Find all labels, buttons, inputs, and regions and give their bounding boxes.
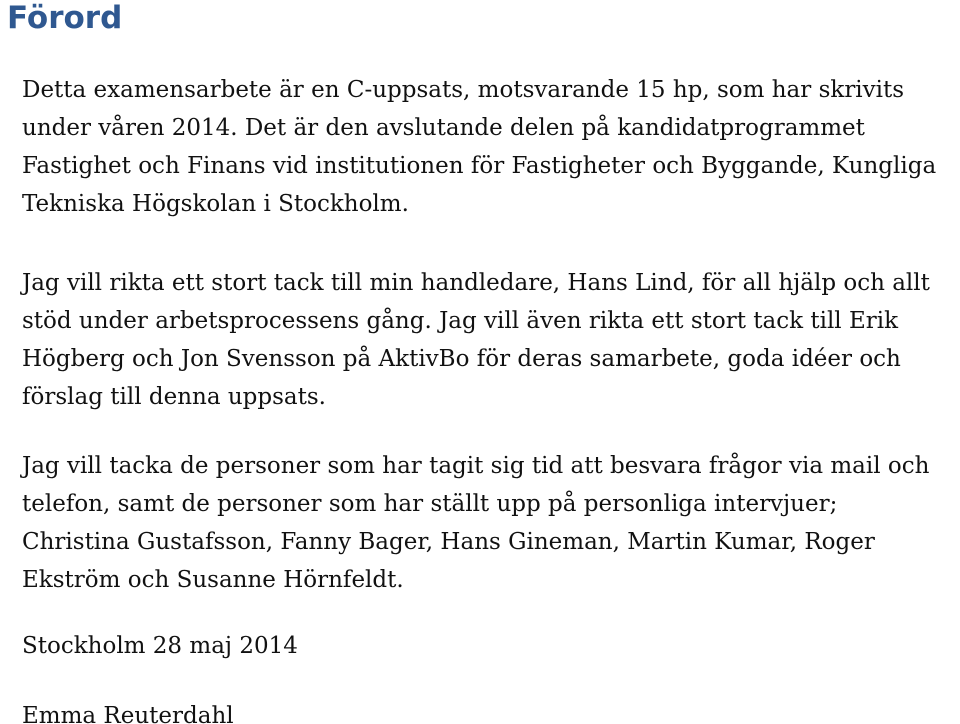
paragraph-thanks-supervisor bbox=[22, 264, 930, 416]
text-line: Ekström och Susanne Hörnfeldt. bbox=[22, 567, 404, 593]
text-line: stöd under arbetsprocessens gång. Jag vill även rikta ett stort tack till Erik bbox=[22, 308, 899, 334]
text-line: förslag till denna uppsats. bbox=[22, 384, 326, 410]
signature bbox=[22, 697, 234, 724]
text-line: Detta examensarbete är en C-uppsats, motsvarande 15 hp, som har skrivits bbox=[22, 77, 905, 103]
text-line: Tekniska Högskolan i Stockholm. bbox=[22, 191, 409, 217]
text-line: Högberg och Jon Svensson på AktivBo för deras samarbete, goda idéer och bbox=[22, 346, 901, 372]
paragraph-thanks-interviewees bbox=[22, 447, 929, 599]
place-date bbox=[22, 627, 298, 665]
place-date-text: Stockholm 28 maj 2014 bbox=[22, 633, 298, 659]
paragraph-intro bbox=[22, 71, 936, 223]
text-line: Christina Gustafsson, Fanny Bager, Hans Gineman, Martin Kumar, Roger bbox=[22, 529, 875, 555]
text-line: Jag vill rikta ett stort tack till min handledare, Hans Lind, för all hjälp och allt bbox=[22, 270, 930, 296]
text-line: Jag vill tacka de personer som har tagit sig tid att besvara frågor via mail och bbox=[22, 453, 930, 479]
page-title: Förord bbox=[7, 0, 123, 36]
text-line: telefon, samt de personer som har ställt upp på personliga intervjuer; bbox=[22, 491, 838, 517]
signature-name: Emma Reuterdahl bbox=[22, 703, 234, 724]
text-line: under våren 2014. Det är den avslutande delen på kandidatprogrammet bbox=[22, 115, 865, 141]
text-line: Fastighet och Finans vid institutionen för Fastigheter och Byggande, Kungliga bbox=[22, 153, 937, 179]
